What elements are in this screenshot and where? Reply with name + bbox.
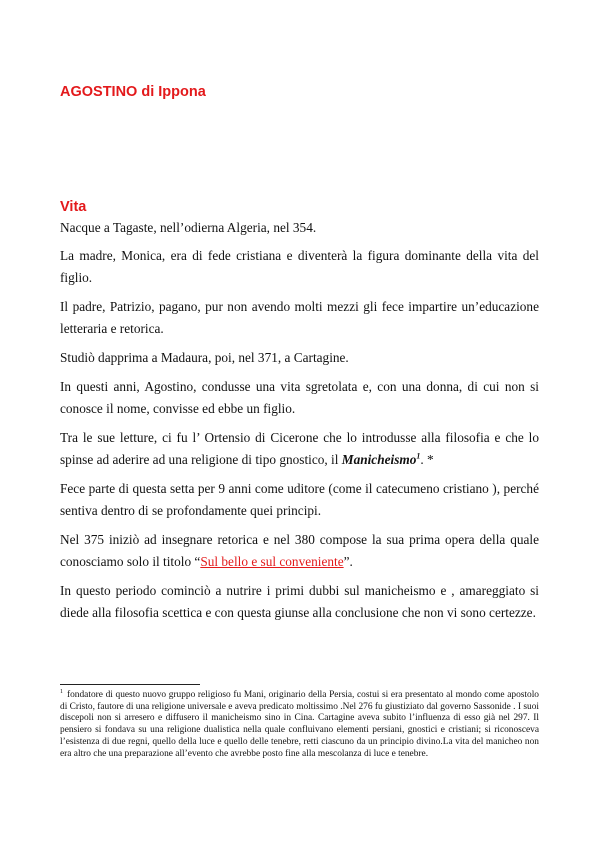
paragraph-readings <box>60 427 539 471</box>
footnote <box>60 690 539 760</box>
paragraph-birth: Nacque a Tagaste, nell’odierna Algeria, nel 354. <box>60 220 317 235</box>
paragraph-doubts: In questo periodo cominciò a nutrire i primi dubbi sul manicheismo e , amareggiato si diede alla filosofia scettica e con questa giunse alla conclusione che non vi sono certezze. <box>60 583 539 620</box>
readings-text: Tra le sue letture, ci fu l’ Ortensio di Cicerone che lo introdusse alla filosofia e che lo spinse ad aderire ad una religione di tipo gnostico, il <box>60 430 539 467</box>
footnote-text: fondatore di questo nuovo gruppo religioso fu Mani, originario della Persia, costui si era presentato al mondo come apostolo di Cristo, fautore di una religione universale e aveva predicato moltissimo .Nel 276 fu giustiziato dal governo Sassonide . I suoi discepoli non si arresero e diffusero il manicheismo sino in Cina. Cartagine aveva subito l’influenza di esso già nel 297. Il pensiero si fondava su una religione dualistica nella quale confluivano elementi persiani, gnostici e cristiani; si riconosceva l’esistenza di due regni, quello della luce e quello delle tenebre, retti ciascuno da un principio divino.La vita del manicheo non era altro che una preparazione all’evento che avrebbe posto fine alla mescolanza di luce e tenebre. <box>60 690 539 759</box>
footnote-marker: 1 <box>60 688 63 695</box>
rhetoric-text: Nel 375 iniziò ad insegnare retorica e nel 380 compose la sua prima opera della quale conosciamo solo il titolo “ <box>60 532 539 569</box>
paragraph-father: Il padre, Patrizio, pagano, pur non avendo molti mezzi gli fece impartire un’educazione letteraria e retorica. <box>60 299 539 336</box>
body-text <box>60 217 539 631</box>
paragraph-rhetoric <box>60 529 539 573</box>
manicheismo-term: Manicheismo <box>341 452 417 467</box>
work-title-link[interactable]: Sul bello e sul conveniente <box>200 554 344 569</box>
section-title-vita: Vita <box>60 199 87 215</box>
paragraph-youth: In questi anni, Agostino, condusse una vita sgretolata e, con una donna, di cui non si conosce il nome, convisse ed ebbe un figlio. <box>60 379 539 416</box>
footnote-reference[interactable]: 1 <box>416 451 421 461</box>
document-title: AGOSTINO di Ippona <box>60 84 206 100</box>
rhetoric-text-end: ”. <box>343 554 353 569</box>
paragraph-studies: Studiò dapprima a Madaura, poi, nel 371, a Cartagine. <box>60 350 349 365</box>
footnote-separator <box>60 684 200 685</box>
readings-text-end: . * <box>420 452 434 467</box>
paragraph-sect: Fece parte di questa setta per 9 anni come uditore (come il catecumeno cristiano ), perché sentiva dentro di se profondamente quei principi. <box>60 481 539 518</box>
paragraph-mother: La madre, Monica, era di fede cristiana e diventerà la figura dominante della vita del figlio. <box>60 248 539 285</box>
